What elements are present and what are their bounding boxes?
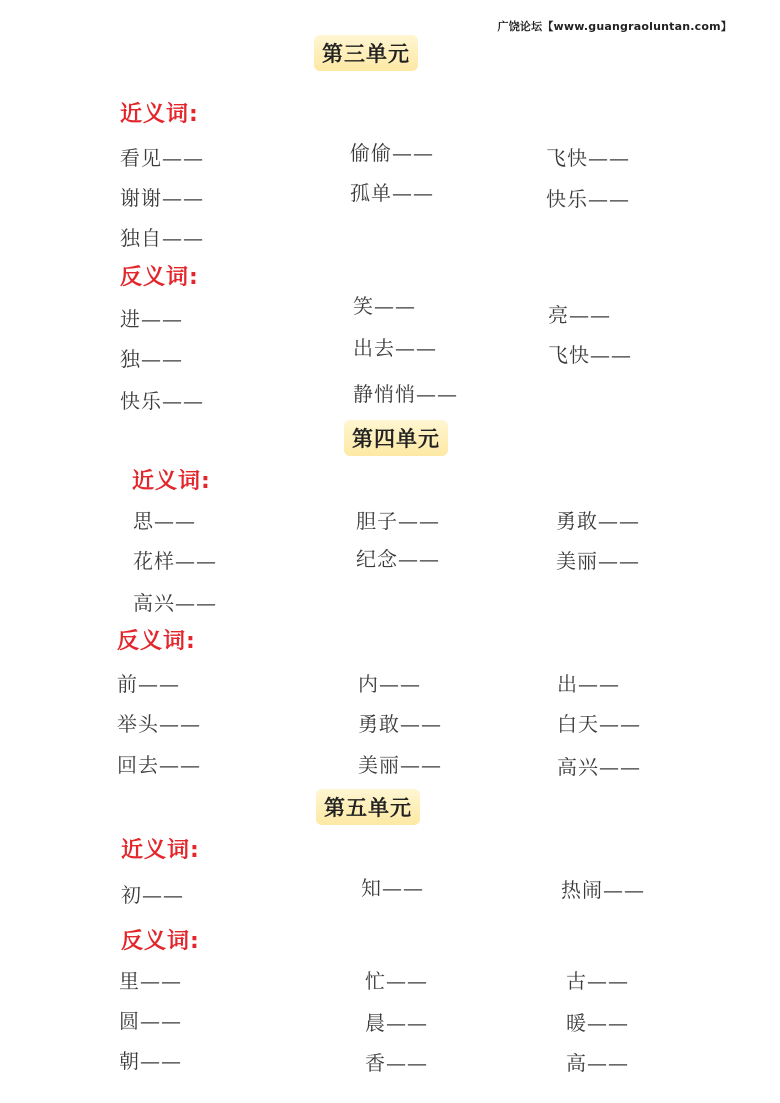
unit-5-title: 第五单元 bbox=[316, 789, 420, 825]
unit-4-title: 第四单元 bbox=[344, 420, 448, 456]
unit-4-antonym: 高兴—— bbox=[557, 755, 641, 779]
unit-5-antonym: 古—— bbox=[566, 969, 629, 993]
unit-3-synonym: 偷偷—— bbox=[350, 141, 434, 165]
unit-3-antonyms-label: 反义词: bbox=[120, 265, 199, 290]
unit-5-antonym: 晨—— bbox=[365, 1011, 428, 1035]
unit-4-synonym: 纪念—— bbox=[356, 547, 440, 571]
unit-3-synonym: 孤单—— bbox=[350, 181, 434, 205]
unit-5-synonym: 初—— bbox=[121, 883, 184, 907]
unit-3-synonym: 看见—— bbox=[120, 146, 204, 170]
unit-3-antonym: 快乐—— bbox=[120, 389, 204, 413]
unit-4-synonym: 勇敢—— bbox=[556, 509, 640, 533]
unit-4-synonym: 思—— bbox=[133, 509, 196, 533]
unit-3-synonym: 快乐—— bbox=[546, 187, 630, 211]
unit-3-antonym: 飞快—— bbox=[548, 343, 632, 367]
unit-3-antonym: 独—— bbox=[120, 347, 183, 371]
unit-3-antonym: 笑—— bbox=[353, 294, 416, 318]
unit-5-antonym: 圆—— bbox=[119, 1009, 182, 1033]
unit-5-synonym: 知—— bbox=[361, 876, 424, 900]
unit-4-antonym: 回去—— bbox=[117, 753, 201, 777]
unit-5-antonym: 暖—— bbox=[566, 1011, 629, 1035]
unit-3-antonym: 出去—— bbox=[353, 336, 437, 360]
unit-5-synonym: 热闹—— bbox=[561, 878, 645, 902]
unit-4-synonyms-label: 近义词: bbox=[132, 469, 211, 494]
unit-3-antonym: 亮—— bbox=[548, 303, 611, 327]
unit-4-antonym: 白天—— bbox=[557, 712, 641, 736]
unit-3-antonym: 静悄悄—— bbox=[353, 382, 458, 406]
unit-4-antonyms-label: 反义词: bbox=[117, 629, 196, 654]
unit-4-antonym: 举头—— bbox=[117, 712, 201, 736]
unit-4-antonym: 美丽—— bbox=[358, 753, 442, 777]
unit-4-antonym: 内—— bbox=[358, 672, 421, 696]
unit-4-synonym: 高兴—— bbox=[133, 591, 217, 615]
unit-5-antonym: 忙—— bbox=[365, 969, 428, 993]
unit-3-synonyms-label: 近义词: bbox=[120, 102, 199, 127]
unit-5-antonyms-label: 反义词: bbox=[121, 929, 200, 954]
unit-5-antonym: 高—— bbox=[566, 1051, 629, 1075]
unit-4-antonym: 出—— bbox=[557, 672, 620, 696]
source-header: 广饶论坛【www.guangraoluntan.com】 bbox=[497, 20, 732, 33]
unit-3-synonym: 独自—— bbox=[120, 226, 204, 250]
unit-4-synonym: 胆子—— bbox=[356, 509, 440, 533]
unit-5-antonym: 香—— bbox=[365, 1051, 428, 1075]
unit-5-antonym: 朝—— bbox=[119, 1049, 182, 1073]
unit-4-synonym: 美丽—— bbox=[556, 549, 640, 573]
unit-3-antonym: 进—— bbox=[120, 307, 183, 331]
unit-4-antonym: 前—— bbox=[117, 672, 180, 696]
unit-3-synonym: 谢谢—— bbox=[120, 186, 204, 210]
unit-5-synonyms-label: 近义词: bbox=[121, 838, 200, 863]
unit-3-title: 第三单元 bbox=[314, 35, 418, 71]
unit-4-synonym: 花样—— bbox=[133, 549, 217, 573]
unit-3-synonym: 飞快—— bbox=[546, 146, 630, 170]
unit-5-antonym: 里—— bbox=[119, 969, 182, 993]
unit-4-antonym: 勇敢—— bbox=[358, 712, 442, 736]
